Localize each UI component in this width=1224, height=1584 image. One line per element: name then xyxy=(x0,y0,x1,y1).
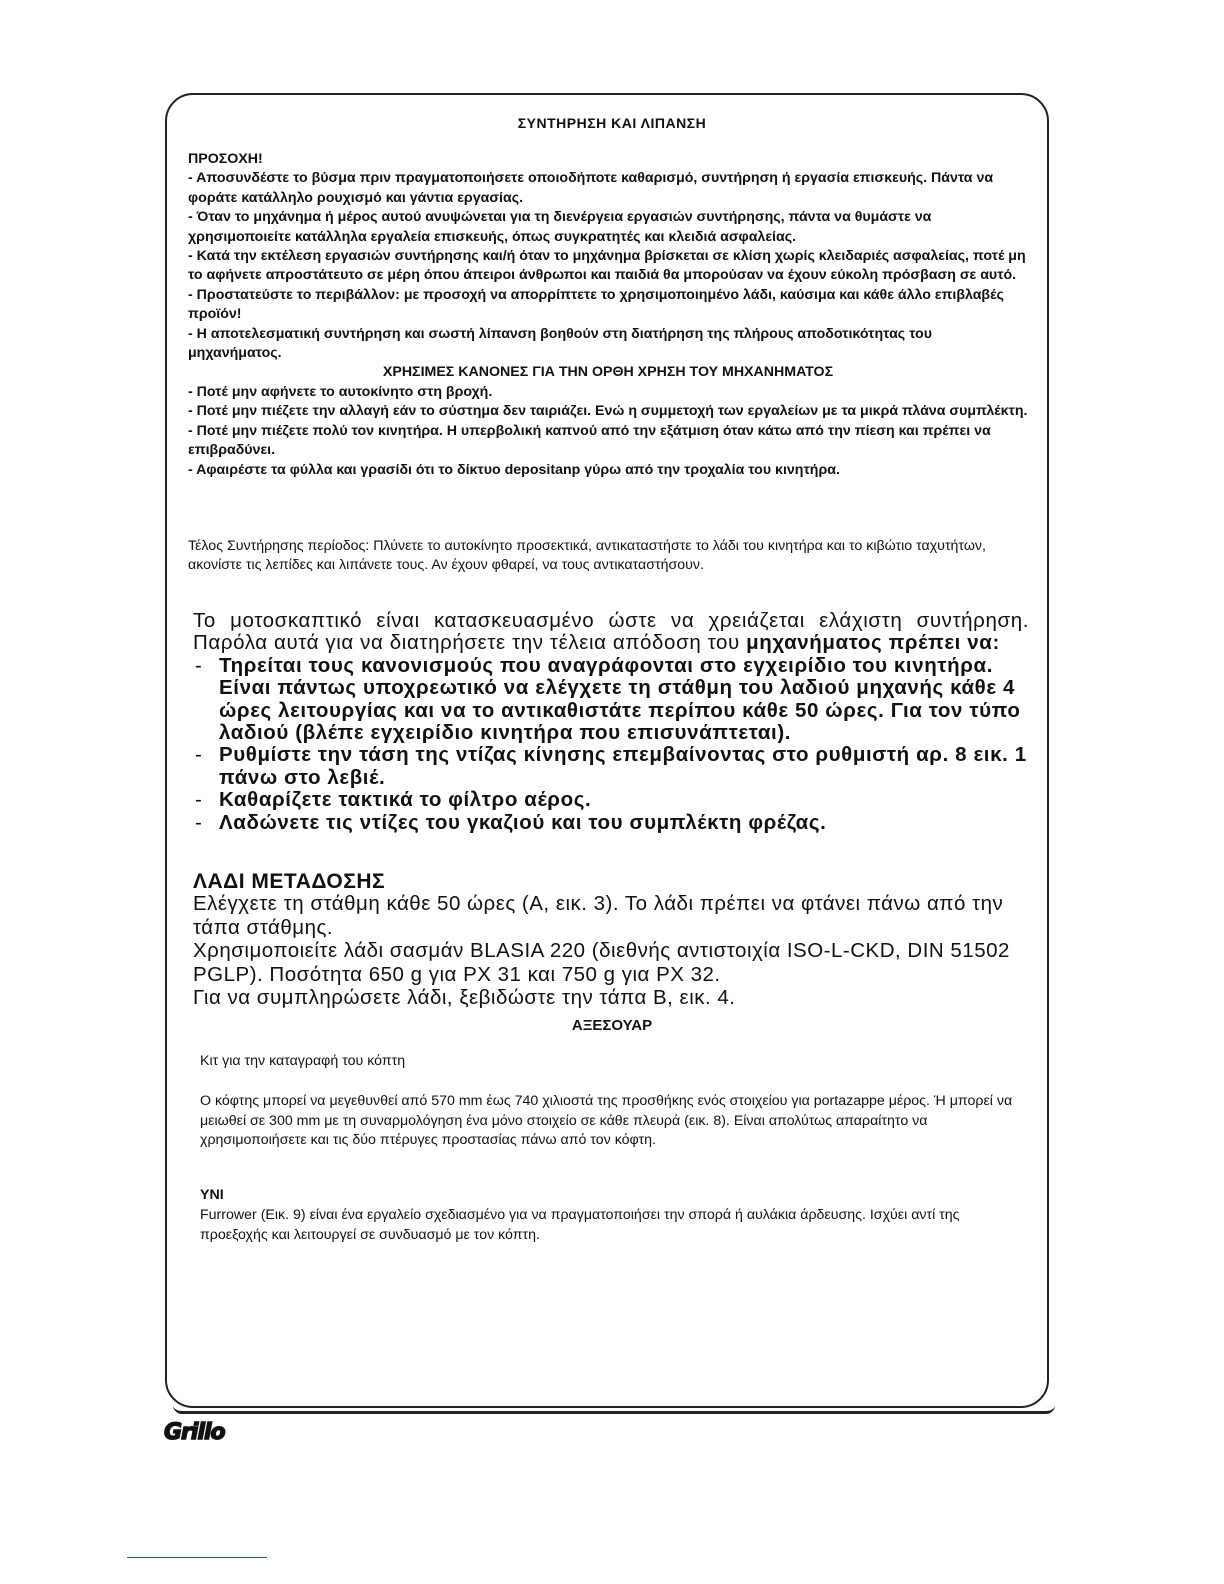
oil-section xyxy=(193,892,1033,1010)
list-item xyxy=(193,812,1029,834)
list-item-text: Τηρείται τους κανονισμούς που αναγράφονται στο εγχειρίδιο του κινητήρα. Είναι πάντως υποχρεωτικό να ελέγχετε τη στάθμη του λαδιού μηχανής κάθε 4 ώρες λειτουργίας και να το αντικαθιστάτε περίπου κάθε 50 ώρες. Για τον τύπο λαδιού (βλέπε εγχειρίδιο κινητήρα που επισυνάπτεται). xyxy=(219,653,1021,745)
list-item-text: Λαδώνετε τις ντίζες του γκαζιού και του συμπλέκτη φρέζας. xyxy=(219,810,827,834)
oil-heading: ΛΑΔΙ ΜΕΤΑΔΟΣΗΣ xyxy=(193,870,386,893)
logo-text: Grillo xyxy=(164,1420,225,1444)
list-item-text: Καθαρίζετε τακτικά το φίλτρο αέρος. xyxy=(219,788,592,812)
rules-heading: ΧΡΗΣΙΜΕΣ ΚΑΝΟΝΕΣ ΓΙΑ ΤΗΝ ΟΡΘΗ ΧΡΗΣΗ ΤΟΥ ΜΗΧΑΝΗΜΑΤΟΣ xyxy=(382,364,834,381)
list-item xyxy=(193,744,1029,789)
list-dash: - xyxy=(195,788,203,812)
end-of-season-text: Τέλος Συντήρησης περίοδος: Πλύνετε το αυτοκίνητο προσεκτικά, αντικαταστήστε το λάδι του κινητήρα και το κιβώτιο ταχυτήτων, ακονίστε τις λεπίδες και λιπάνετε τους. Αν έχουν φθαρεί, να τους αντικαταστήσουν. xyxy=(188,538,986,574)
oil-line: Ελέγχετε τη στάθμη κάθε 50 ώρες (Α, εικ. 3). Το λάδι πρέπει να φτάνει πάνω από την τάπα στάθμης. xyxy=(193,892,1004,939)
warning-item: - Όταν το μηχάνημα ή μέρος αυτού ανυψώνεται για τη διενέργεια εργασιών συντήρησης, πάντα να θυμάστε να χρησιμοποιείτε κατάλληλα εργαλεία επισκευής, όπως συγκρατητές και κλειδιά ασφαλείας. xyxy=(188,209,932,245)
tiller-intro-a: Το μοτοσκαπτικό είναι κατασκευασμένο ώστε να χρειάζεται ελάχιστη συντήρηση. Παρόλα αυτά για να διατηρήσετε την τέλεια απόδοση του xyxy=(193,609,1029,655)
tiller-intro-b: μηχανήματος πρέπει να: xyxy=(746,631,1000,655)
warning-item: - Αποσυνδέστε το βύσμα πριν πραγματοποιήσετε οποιοδήποτε καθαρισμό, συντήρηση ή εργασία επισκευής. Πάντα να φοράτε κατάλληλο ρουχισμό και γάντια εργασίας. xyxy=(188,170,994,206)
list-item-text: Ρυθμίστε την τάση της ντίζας κίνησης επεμβαίνοντας στο ρυθμιστή αρ. 8 εικ. 1 πάνω στο λεβιέ. xyxy=(219,743,1027,789)
cutter-text: Ο κόφτης μπορεί να μεγεθυνθεί από 570 mm έως 740 χιλιοστά της προσθήκης ενός στοιχείου για portazappe μέρος. Ή μπορεί να μειωθεί σε 300 mm με τη συναρμολόγηση ένα μόνο στοιχείο σε κάθε πλευρά (εικ. 8). Είναι απολύτως απαραίτητο να χρησιμοποιήσετε και τις δύο πτέρυγες προστασίας πάνω από τον κόφτη. xyxy=(200,1093,1013,1149)
rule-item: - Ποτέ μην αφήνετε το αυτοκίνητο στη βροχή. xyxy=(188,383,493,400)
rule-item: - Αφαιρέστε τα φύλλα και γρασίδι ότι το δίκτυο depositanp γύρω από την τροχαλία του κινητήρα. xyxy=(188,461,840,478)
maintenance-warnings xyxy=(188,150,1028,480)
list-dash: - xyxy=(195,743,203,767)
oil-line: Για να συμπληρώσετε λάδι, ξεβιδώστε την τάπα Β, εικ. 4. xyxy=(193,986,736,1009)
maintenance-title: ΣΥΝΤΗΡΗΣΗ ΚΑΙ ΛΙΠΑΝΣΗ xyxy=(517,115,707,131)
list-item xyxy=(193,789,1029,811)
rule-item: - Ποτέ μην πιέζετε την αλλαγή εάν το σύστημα δεν ταιριάζει. Ενώ η συμμετοχή των εργαλείων με τα μικρά πλάνα συμπλέκτη. xyxy=(188,403,1028,420)
yni-heading: ΥΝΙ xyxy=(200,1187,224,1203)
warning-label: ΠΡΟΣΟΧΗ! xyxy=(188,151,263,167)
tiller-list xyxy=(193,655,1029,834)
footer-line xyxy=(127,1557,267,1558)
rule-item: - Ποτέ μην πιέζετε πολύ τον κινητήρα. Η υπερβολική καπνού από την εξάτμιση όταν κάτω από την πίεση και πρέπει να επιβραδύνει. xyxy=(188,422,991,459)
grillo-logo xyxy=(163,1418,263,1444)
warning-item: - Κατά την εκτέλεση εργασιών συντήρησης και/ή όταν το μηχάνημα βρίσκεται σε κλίση χωρίς κλειδαριές ασφαλείας, ποτέ μη το αφήνετε απροστάτευτο σε μέρη όπου άπειροι άνθρωποι και παιδιά θα μπορούσαν να έχουν εύκολη πρόσβαση σε αυτό. xyxy=(188,248,1026,284)
list-dash: - xyxy=(195,810,203,834)
oil-line: Χρησιμοποιείτε λάδι σασμάν BLASIA 220 (διεθνής αντιστοιχία ISO-L-CKD, DIN 51502 PGLP). Ποσότητα 650 g για PX 31 και 750 g για PX 32. xyxy=(193,939,1010,986)
accessories-heading: ΑΞΕΣΟΥΑΡ xyxy=(571,1017,653,1034)
tiller-maintenance xyxy=(193,610,1029,834)
list-dash: - xyxy=(195,653,203,677)
warning-item: - Η αποτελεσματική συντήρηση και σωστή λίπανση βοηθούν στη διατήρηση της πλήρους αποδοτικότητας του μηχανήματος. xyxy=(188,325,932,362)
list-item xyxy=(193,655,1029,745)
kit-title: Κιτ για την καταγραφή του κόπτη xyxy=(200,1053,406,1069)
yni-text: Furrower (Εικ. 9) είναι ένα εργαλείο σχεδιασμένο για να πραγματοποιήσει την σπορά ή αυλάκια άρδευσης. Ισχύει αντί της προεξοχής και λειτουργεί σε συνδυασμό με τον κόπτη. xyxy=(200,1207,960,1243)
warning-item: - Προστατεύστε το περιβάλλον: με προσοχή να απορρίπτετε το χρησιμοποιημένο λάδι, καύσιμα και κάθε άλλο επιβλαβές προϊόν! xyxy=(188,286,1004,323)
tiller-intro xyxy=(193,610,1029,655)
